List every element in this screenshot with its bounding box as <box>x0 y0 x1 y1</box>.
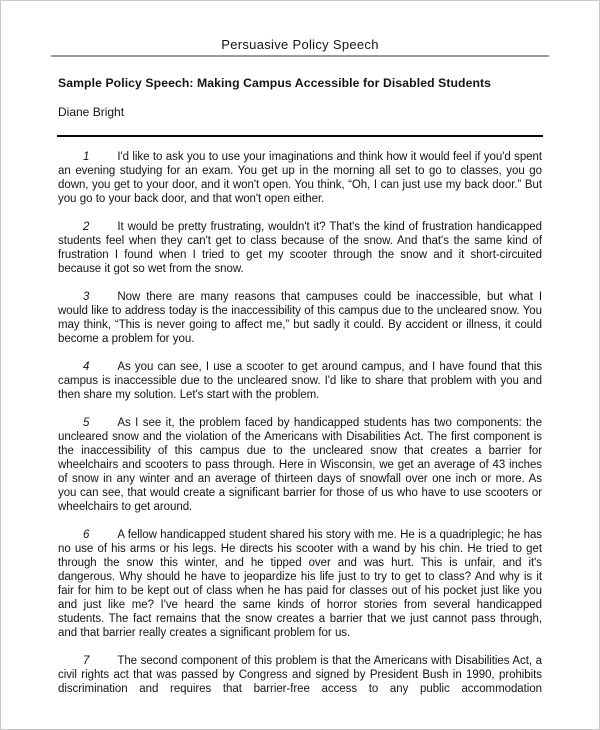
speech-paragraph <box>58 528 542 640</box>
paragraph-number: 5 <box>83 417 90 429</box>
paragraph-text: I'd like to ask you to use your imaginations and think how it would feel if you'd spent an evening studying for an exam. You get up in the morning all set to go to classes, you go down, you get to your door, and it won't open. You think, “Oh, I can just use my back door.” But you go to your back door, and that won't open either. <box>58 151 542 205</box>
paragraph-number: 4 <box>83 361 90 373</box>
paragraph-number: 6 <box>83 529 90 541</box>
paragraph-text: A fellow handicapped student shared his story with me. He is a quadriplegic; he has no use of his arms or his legs. He directs his scooter with a wand by his chin. He tried to get through the snow this winter, and he tipped over and was hurt. This is unfair, and it's dangerous. Why should he have to jeopardize his life just to try to get to class? And why is it fair for him to be kept out of class when he has paid for classes out of his pocket just like you and just like me? I've heard the same kinds of horror stories from several handicapped students. The fact remains that the snow creates a barrier that we just cannot pass through, and that barrier really creates a significant problem for us. <box>58 529 542 639</box>
paragraph-text: As I see it, the problem faced by handicapped students has two components: the uncleared snow and the violation of the Americans with Disabilities Act. The first component is the inaccessibility of this campus due to the uncleared snow that creates a barrier for wheelchairs and scooters to pass through. Here in Wisconsin, we get an average of 43 inches of snow in any winter and an average of thirteen days of snowfall over one inch or more. As you can see, that would create a significant barrier for those of us who have to use scooters or wheelchairs to get around. <box>58 417 542 513</box>
speech-body <box>58 150 542 696</box>
speech-paragraph <box>58 654 542 696</box>
speech-paragraph <box>58 150 542 206</box>
header-divider <box>51 55 549 57</box>
paragraph-number: 2 <box>83 221 90 233</box>
speech-paragraph <box>58 220 542 276</box>
title-divider <box>57 135 543 137</box>
speech-paragraph <box>58 290 542 346</box>
paragraph-text: It would be pretty frustrating, wouldn't it? That's the kind of frustration handicapped students feel when they can't get to class because of the snow. And that's the same kind of frustration I found when I tried to get my scooter through the snow and it short-circuited because it got so wet from the snow. <box>58 221 542 275</box>
paragraph-text: Now there are many reasons that campuses could be inaccessible, but what I would like to address today is the inaccessibility of this campus due to the uncleared snow. You may think, “This is never going to affect me,” but sadly it could. By accident or illness, it could become a problem for you. <box>58 291 542 345</box>
speech-paragraph <box>58 416 542 514</box>
paragraph-number: 3 <box>83 291 90 303</box>
speech-title: Sample Policy Speech: Making Campus Accessible for Disabled Students <box>58 76 492 90</box>
speech-author: Diane Bright <box>58 105 125 119</box>
page-header-title: Persuasive Policy Speech <box>221 37 379 52</box>
paragraph-number: 1 <box>83 151 90 163</box>
speech-paragraph <box>58 360 542 402</box>
paragraph-number: 7 <box>83 655 90 667</box>
paragraph-text: The second component of this problem is that the Americans with Disabilities Act, a civil rights act that was passed by Congress and signed by President Bush in 1990, prohibits discrimination and requires that barrier-free access to any public accommodation <box>58 655 542 695</box>
paragraph-text: As you can see, I use a scooter to get around campus, and I have found that this campus is inaccessible due to the uncleared snow. I'd like to share that problem with you and then share my solution. Let's start with the problem. <box>58 361 542 401</box>
